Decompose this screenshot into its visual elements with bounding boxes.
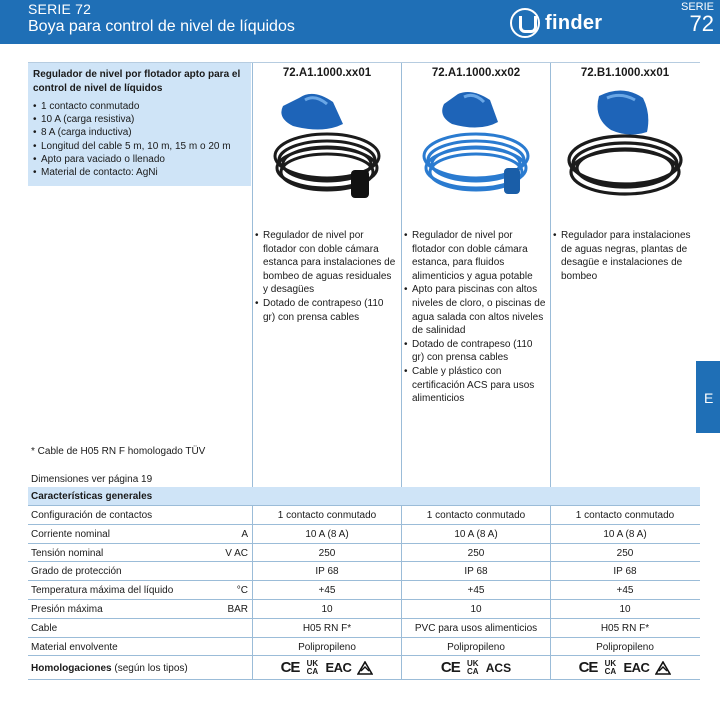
eac-mark-icon: EAC (623, 660, 650, 676)
finder-logo (510, 8, 622, 38)
dimensions-note: Dimensiones ver página 19 (31, 474, 153, 485)
row-value: 10 (470, 603, 482, 615)
row-value: Polipropileno (447, 641, 505, 653)
row-unit: °C (236, 585, 248, 597)
row-value: H05 RN F* (600, 622, 650, 634)
ukca-mark-icon (305, 660, 319, 676)
series-tag-label: SERIE (680, 1, 714, 13)
approvals-row (28, 656, 700, 680)
row-label: Material envolvente (31, 641, 118, 653)
page-title: Boya para control de nivel de líquidos (28, 18, 295, 35)
row-value: 1 contacto conmutado (426, 510, 526, 521)
row-value: Polipropileno (596, 641, 654, 653)
intro-item: • Material de contacto: AgNi (33, 166, 247, 179)
table-row (28, 619, 700, 638)
row-label: Grado de protección (31, 566, 122, 578)
brand-name: finder (545, 11, 603, 34)
ukca-bottom: CA (466, 666, 479, 676)
intro-box (28, 62, 251, 186)
table-row (28, 600, 700, 619)
intro-item: • Longitud del cable 5 m, 10 m, 15 m o 20 m (33, 140, 247, 153)
ce-mark-icon: CE (440, 659, 460, 677)
intro-title: Regulador de nivel por flotador apto para el control de nivel de líquidos (33, 69, 241, 94)
series-tag (669, 0, 720, 40)
table-row (28, 562, 700, 581)
table-heading-row (28, 487, 700, 506)
table-row (28, 581, 700, 600)
approval-marks (551, 659, 699, 676)
row-value: 250 (616, 547, 634, 559)
product-description (255, 229, 397, 324)
row-value: 1 contacto conmutado (575, 510, 675, 521)
row-unit: A (241, 528, 248, 540)
product-description (404, 229, 546, 406)
ukca-top: UK (306, 658, 319, 668)
page-header (0, 0, 720, 44)
acs-mark-icon: ACS (485, 660, 512, 675)
table-heading: Características generales (31, 491, 153, 502)
product-description (553, 229, 695, 283)
ukca-top: UK (466, 658, 479, 668)
intro-item: • 10 A (carga resistiva) (33, 113, 247, 126)
row-unit: V AC (225, 547, 248, 559)
row-value: 10 A (8 A) (305, 528, 349, 540)
eac-mark-icon: EAC (325, 660, 352, 676)
row-value: IP 68 (613, 566, 637, 578)
row-value: Polipropileno (298, 641, 356, 653)
product-code: 72.A1.1000.xx01 (282, 67, 372, 79)
row-value: 250 (467, 547, 485, 559)
ukca-mark-icon (466, 660, 480, 676)
characteristics-table (28, 487, 700, 680)
row-label: Configuración de contactos (31, 510, 153, 521)
row-value: +45 (467, 585, 485, 597)
intro-item: • 1 contacto conmutado (33, 100, 247, 113)
description-item: • Cable y plástico con certificación ACS para usos alimenticios (404, 365, 546, 406)
section-tab (696, 361, 720, 433)
ukca-bottom: CA (306, 666, 319, 676)
series-label: SERIE 72 (28, 1, 92, 17)
ce-mark-icon: CE (280, 659, 300, 677)
approval-marks (253, 659, 401, 676)
row-value: PVC para usos alimenticios (414, 622, 538, 634)
row-value: 1 contacto conmutado (277, 510, 377, 521)
approvals-note: (según los tipos) (114, 663, 188, 675)
top-rule (28, 62, 700, 63)
intro-list (33, 100, 247, 179)
row-value: 10 (619, 603, 631, 615)
description-item: • Apto para piscinas con altos niveles de cloro, o piscinas de agua salada con altos niveles de salinidad (404, 283, 546, 337)
row-value: +45 (616, 585, 634, 597)
table-row (28, 638, 700, 657)
row-unit: BAR (227, 603, 248, 615)
intro-item: • 8 A (carga inductiva) (33, 126, 247, 139)
row-label: Presión máxima (31, 603, 103, 615)
float-switch-image-blue-cable (402, 84, 550, 216)
product-code: 72.B1.1000.xx01 (580, 67, 670, 79)
row-label: Tensión nominal (31, 547, 104, 559)
description-item: • Dotado de contrapeso (110 gr) con prensa cables (404, 338, 546, 365)
approvals-label (31, 663, 188, 674)
table-row (28, 506, 700, 525)
float-switch-image-black-cable (253, 84, 401, 216)
ukca-bottom: CA (604, 666, 617, 676)
finder-logo-icon (510, 8, 540, 38)
row-value: IP 68 (464, 566, 488, 578)
row-value: 10 A (8 A) (603, 528, 647, 540)
table-row (28, 525, 700, 544)
ukca-mark-icon (603, 660, 617, 676)
description-item: • Regulador de nivel por flotador con doble cámara estanca, para fluidos alimenticios y agua potable (404, 229, 546, 283)
row-value: 10 A (8 A) (454, 528, 498, 540)
approval-marks (402, 659, 550, 676)
float-switch-image-sewage (551, 84, 699, 216)
row-value: +45 (318, 585, 336, 597)
intro-item: • Apto para vaciado o llenado (33, 153, 247, 166)
ce-mark-icon: CE (578, 659, 598, 677)
row-value: 10 (321, 603, 333, 615)
description-item: • Dotado de contrapeso (110 gr) con prensa cables (255, 297, 397, 324)
row-value: 250 (318, 547, 336, 559)
row-value: H05 RN F* (302, 622, 352, 634)
product-code: 72.A1.1000.xx02 (431, 67, 521, 79)
description-item: • Regulador de nivel por flotador con doble cámara estanca para instalaciones de bombeo de aguas residuales y desagües (255, 229, 397, 297)
row-label: Temperatura máxima del líquido (31, 585, 174, 597)
series-tag-number: 72 (689, 11, 714, 36)
warning-triangle-icon (655, 661, 671, 675)
section-tab-letter: E (704, 390, 714, 406)
approvals-label-bold: Homologaciones (31, 663, 112, 675)
description-item: • Regulador para instalaciones de aguas negras, plantas de desagüe e instalaciones de bombeo (553, 229, 695, 283)
table-row (28, 544, 700, 563)
row-value: IP 68 (315, 566, 339, 578)
row-label: Cable (31, 622, 58, 634)
footnote: * Cable de H05 RN F homologado TÜV (31, 446, 206, 457)
row-label: Corriente nominal (31, 528, 110, 540)
ukca-top: UK (604, 658, 617, 668)
warning-triangle-icon (357, 661, 373, 675)
